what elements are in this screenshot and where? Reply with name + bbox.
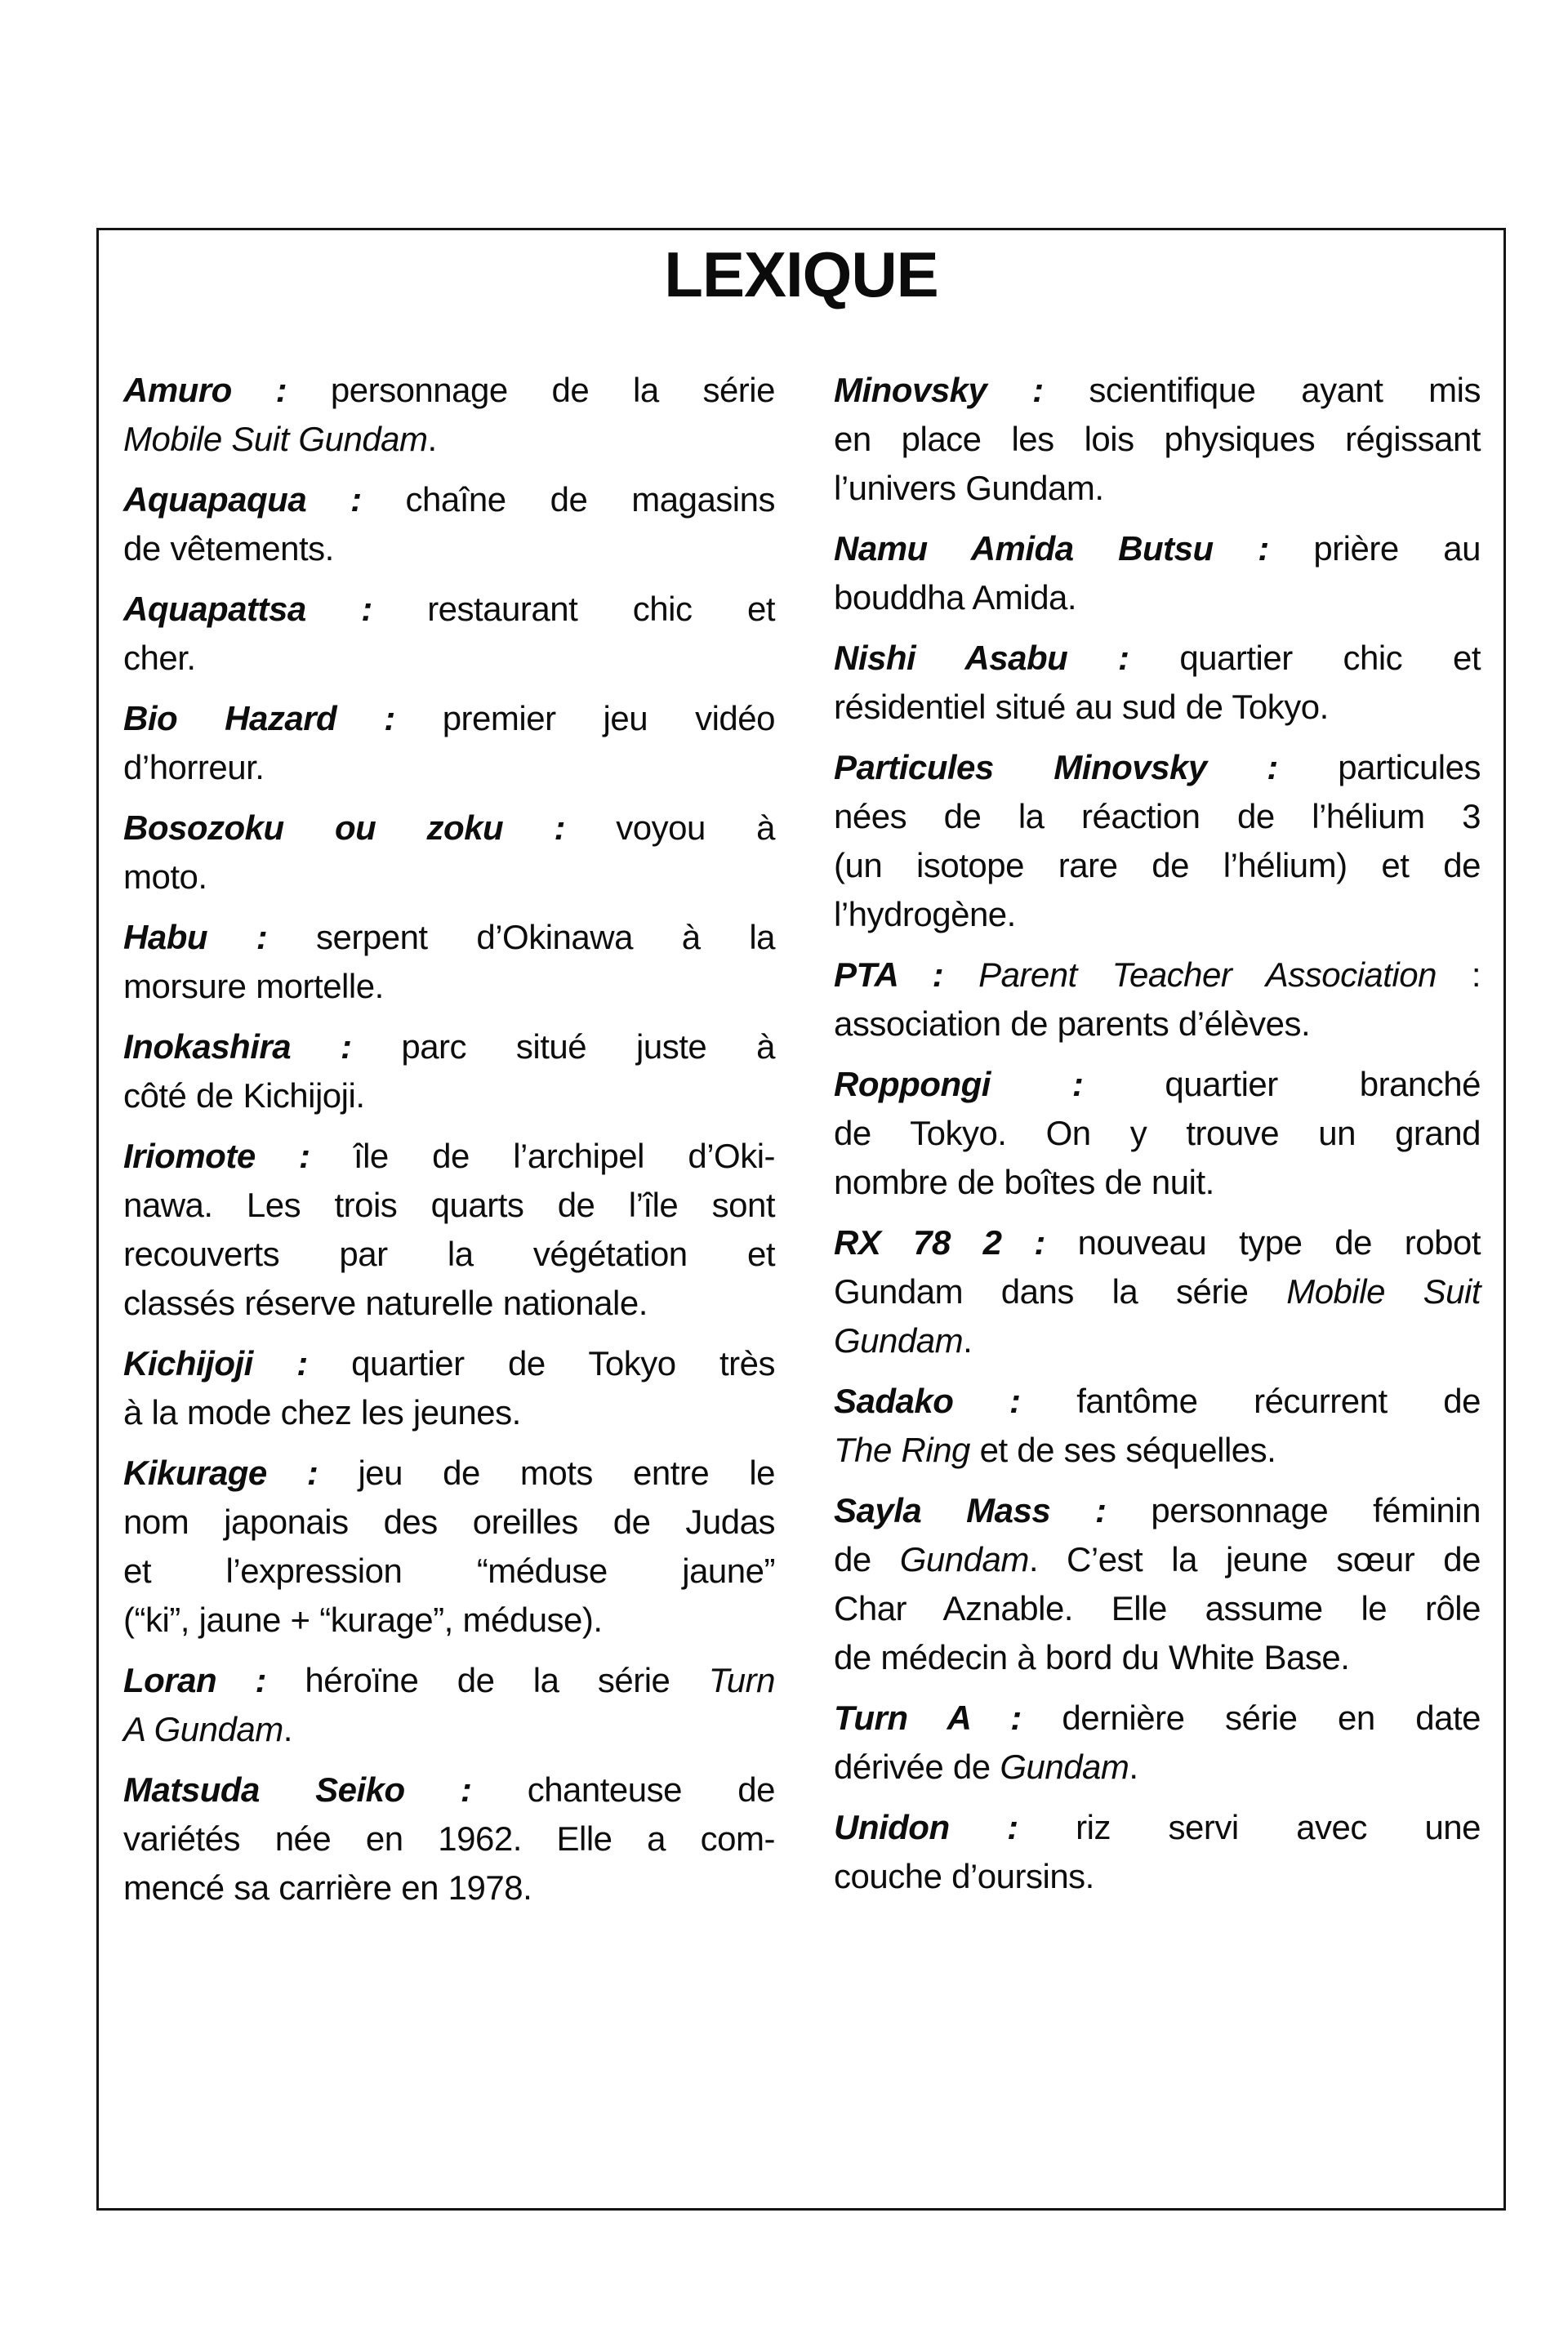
entry-term: Turn A : [834, 1699, 1022, 1737]
lexicon-entry [123, 1339, 775, 1437]
entry-line [123, 913, 775, 962]
entry-text: Char Aznable. Elle assume le rôle [834, 1589, 1481, 1627]
entry-text: nouveau type de robot [1077, 1223, 1481, 1262]
entry-text-italic: Parent Teacher Association [978, 955, 1437, 994]
entry-text: scientifique ayant mis [1089, 371, 1481, 409]
entry-text: et l’expression “méduse jaune” [123, 1552, 775, 1590]
entry-line [123, 1230, 775, 1279]
entry-line [123, 585, 775, 634]
entry-text-italic: Gundam [834, 1321, 964, 1360]
entry-line [123, 415, 775, 464]
entry-term: Kikurage : [123, 1454, 318, 1492]
entry-line [834, 890, 1481, 939]
entry-text: serpent d’Okinawa à la [316, 918, 776, 956]
entry-text: mencé sa carrière en 1978. [123, 1868, 532, 1907]
lexicon-entry [834, 524, 1481, 622]
entry-text: (“ki”, jaune + “kurage”, méduse). [123, 1601, 603, 1639]
entry-line [123, 853, 775, 902]
entry-text: cher. [123, 639, 196, 677]
lexicon-columns [99, 307, 1503, 1924]
entry-text: premier jeu vidéo [442, 699, 775, 737]
entry-term: Kichijoji : [123, 1344, 308, 1383]
entry-text-italic: Turn [708, 1661, 776, 1699]
entry-line [834, 1694, 1481, 1743]
entry-line [123, 1279, 775, 1328]
entry-text: Gundam dans la série [834, 1272, 1287, 1311]
lexicon-entry [834, 1694, 1481, 1792]
entry-line [123, 1498, 775, 1547]
entry-text-italic: Mobile Suit [1286, 1272, 1481, 1311]
entry-text: . [963, 1321, 973, 1360]
entry-line [123, 1765, 775, 1814]
entry-term: Aquapaqua : [123, 480, 362, 519]
entry-line [834, 1000, 1481, 1049]
entry-text: fantôme récurrent de [1076, 1382, 1481, 1420]
entry-text-italic: The Ring [834, 1431, 970, 1469]
entry-line [123, 804, 775, 853]
entry-term: Namu Amida Butsu : [834, 529, 1269, 568]
entry-term: Particules Minovsky : [834, 748, 1278, 786]
entry-line [123, 962, 775, 1011]
lexicon-entry [834, 1486, 1481, 1682]
entry-text: dernière série en date [1062, 1699, 1481, 1737]
entry-line [123, 1449, 775, 1498]
entry-line [123, 1132, 775, 1181]
entry-term: Amuro : [123, 371, 287, 409]
entry-term: Nishi Asabu : [834, 639, 1129, 677]
entry-line [123, 694, 775, 743]
entry-line [123, 1705, 775, 1754]
entry-text: parc situé juste à [401, 1027, 775, 1066]
entry-text: morsure mortelle. [123, 967, 384, 1005]
entry-line [834, 1218, 1481, 1267]
lexicon-column-right [834, 366, 1481, 1924]
entry-line [123, 1863, 775, 1912]
entry-line [123, 1022, 775, 1071]
entry-text: couche d’oursins. [834, 1857, 1094, 1895]
entry-text-italic: Gundam [1000, 1748, 1129, 1786]
entry-term: Matsuda Seiko : [123, 1770, 472, 1809]
lexicon-entry [123, 1765, 775, 1912]
entry-line [834, 951, 1481, 1000]
entry-line [834, 634, 1481, 683]
entry-term: Inokashira : [123, 1027, 352, 1066]
entry-line [123, 524, 775, 573]
entry-text: bouddha Amida. [834, 578, 1077, 617]
entry-term: Bosozoku ou zoku : [123, 808, 565, 847]
entry-text: personnage de la série [330, 371, 775, 409]
entry-text: . [427, 420, 437, 458]
entry-term: Loran : [123, 1661, 267, 1699]
entry-text: quartier de Tokyo très [351, 1344, 776, 1383]
entry-text: dérivée de [834, 1748, 1000, 1786]
entry-text: en place les lois physiques régissant [834, 420, 1481, 458]
entry-text: jeu de mots entre le [358, 1454, 776, 1492]
entry-term: RX 78 2 : [834, 1223, 1045, 1262]
entry-term: Unidon : [834, 1808, 1018, 1846]
entry-line [834, 743, 1481, 792]
entry-line [834, 1060, 1481, 1109]
lexicon-entry [123, 913, 775, 1011]
entry-line [834, 464, 1481, 513]
entry-term: PTA : [834, 955, 944, 994]
entry-line [834, 573, 1481, 622]
lexicon-box [96, 228, 1506, 2211]
lexicon-entry [834, 1060, 1481, 1207]
entry-term: Minovsky : [834, 371, 1044, 409]
entry-text: . [283, 1710, 292, 1748]
lexicon-entry [834, 743, 1481, 939]
entry-term: Sadako : [834, 1382, 1021, 1420]
entry-text: côté de Kichijoji. [123, 1076, 365, 1115]
entry-text: particules [1338, 748, 1481, 786]
entry-text: . [1129, 1748, 1138, 1786]
entry-text: prière au [1313, 529, 1481, 568]
entry-line [834, 524, 1481, 573]
entry-line [123, 1596, 775, 1645]
lexicon-entry [834, 634, 1481, 732]
entry-line [834, 1486, 1481, 1535]
entry-line [834, 792, 1481, 841]
entry-text: chaîne de magasins [405, 480, 775, 519]
entry-term: Bio Hazard : [123, 699, 395, 737]
entry-line [123, 1071, 775, 1120]
entry-text: de Tokyo. On y trouve un grand [834, 1114, 1481, 1152]
entry-text: résidentiel situé au sud de Tokyo. [834, 688, 1329, 726]
lexicon-entry [123, 366, 775, 464]
entry-text: nombre de boîtes de nuit. [834, 1163, 1214, 1201]
entry-line [834, 1584, 1481, 1633]
entry-text: île de l’archipel d’Oki- [353, 1137, 776, 1175]
entry-text: de médecin à bord du White Base. [834, 1638, 1350, 1676]
lexicon-entry [123, 1449, 775, 1645]
entry-text: restaurant chic et [427, 590, 775, 628]
entry-text: recouverts par la végétation et [123, 1235, 775, 1273]
entry-text: chanteuse de [527, 1770, 775, 1809]
page-title: LEXIQUE [664, 238, 938, 310]
entry-text: nées de la réaction de l’hélium 3 [834, 797, 1481, 835]
entry-text: association de parents d’élèves. [834, 1004, 1311, 1043]
lexicon-entry [123, 1132, 775, 1328]
entry-text: et de ses séquelles. [969, 1431, 1276, 1469]
entry-term: Habu : [123, 918, 268, 956]
lexicon-entry [834, 1377, 1481, 1475]
entry-text: moto. [123, 857, 207, 896]
entry-text: d’horreur. [123, 748, 265, 786]
entry-text: variétés née en 1962. Elle a com- [123, 1819, 775, 1858]
lexicon-entry [834, 1803, 1481, 1901]
entry-line [834, 1633, 1481, 1682]
entry-line [834, 1109, 1481, 1158]
entry-line [834, 683, 1481, 732]
entry-line [834, 415, 1481, 464]
entry-line [123, 475, 775, 524]
entry-text: quartier branché [1165, 1065, 1481, 1103]
lexicon-entry [123, 475, 775, 573]
lexicon-entry [834, 1218, 1481, 1365]
entry-text: voyou à [616, 808, 775, 847]
entry-text: l’univers Gundam. [834, 469, 1104, 507]
entry-text: de vêtements. [123, 529, 334, 568]
entry-line [834, 1852, 1481, 1901]
entry-line [123, 634, 775, 683]
entry-line [834, 1158, 1481, 1207]
entry-line [123, 366, 775, 415]
entry-line [123, 1814, 775, 1863]
entry-text: classés réserve naturelle nationale. [123, 1284, 648, 1322]
entry-line [834, 1316, 1481, 1365]
lexicon-column-left [123, 366, 775, 1924]
entry-text: héroïne de la série [305, 1661, 709, 1699]
entry-text: l’hydrogène. [834, 895, 1016, 933]
entry-line [834, 1377, 1481, 1426]
lexicon-entry [123, 694, 775, 792]
entry-line [123, 1656, 775, 1705]
entry-line [834, 1267, 1481, 1316]
entry-text: de [834, 1540, 900, 1578]
entry-term: Iriomote : [123, 1137, 310, 1175]
entry-text-italic: Gundam [899, 1540, 1029, 1578]
lexicon-entry [834, 951, 1481, 1049]
entry-line [834, 841, 1481, 890]
entry-text: . C’est la jeune sœur de [1028, 1540, 1481, 1578]
entry-line [834, 1743, 1481, 1792]
entry-text: à la mode chez les jeunes. [123, 1393, 521, 1432]
entry-text-italic: A Gundam [123, 1710, 283, 1748]
lexicon-entry [123, 804, 775, 902]
entry-line [834, 1426, 1481, 1475]
entry-term: Sayla Mass : [834, 1491, 1107, 1529]
entry-text-italic: Mobile Suit Gundam [123, 420, 428, 458]
entry-text: quartier chic et [1179, 639, 1481, 677]
entry-text: : [1436, 955, 1481, 994]
entry-text: nom japonais des oreilles de Judas [123, 1503, 775, 1541]
entry-line [834, 366, 1481, 415]
lexicon-entry [123, 585, 775, 683]
entry-text: nawa. Les trois quarts de l’île sont [123, 1186, 775, 1224]
entry-line [834, 1803, 1481, 1852]
entry-line [123, 1339, 775, 1388]
entry-line [834, 1535, 1481, 1584]
entry-line [123, 1388, 775, 1437]
lexicon-entry [834, 366, 1481, 513]
entry-text: riz servi avec une [1076, 1808, 1481, 1846]
entry-line [123, 743, 775, 792]
entry-term: Aquapattsa : [123, 590, 372, 628]
lexicon-entry [123, 1656, 775, 1754]
entry-text: personnage féminin [1151, 1491, 1481, 1529]
entry-term: Roppongi : [834, 1065, 1084, 1103]
entry-line [123, 1547, 775, 1596]
entry-line [123, 1181, 775, 1230]
entry-text: (un isotope rare de l’hélium) et de [834, 846, 1481, 884]
lexicon-entry [123, 1022, 775, 1120]
